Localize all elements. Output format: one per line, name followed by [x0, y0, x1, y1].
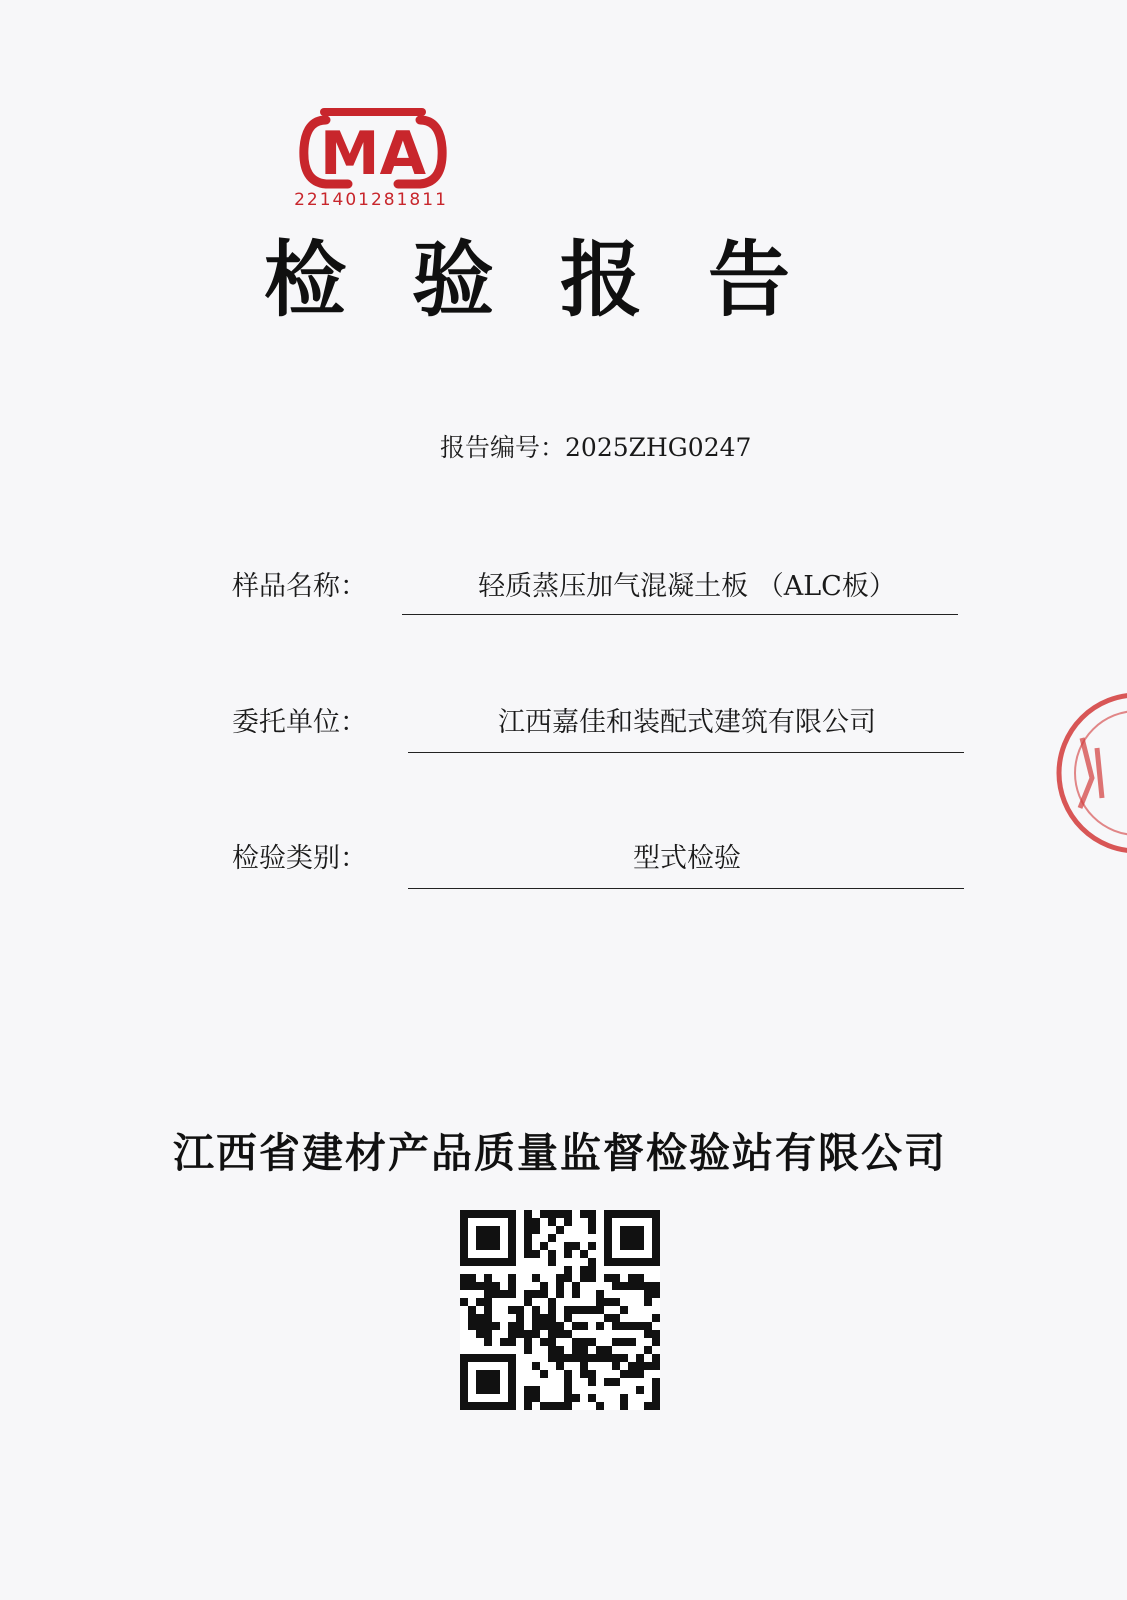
field-value: 型式检验: [633, 843, 741, 874]
report-number-value: 2025ZHG0247: [565, 433, 752, 462]
field-value: 轻质蒸压加气混凝土板 （ALC板）: [478, 571, 896, 602]
qr-code-icon: [460, 1210, 660, 1410]
red-seal-icon: [1052, 688, 1127, 858]
issuer-name: 江西省建材产品质量监督检验站有限公司: [173, 1129, 947, 1177]
report-number: [440, 428, 840, 464]
field-value: 江西嘉佳和装配式建筑有限公司: [498, 707, 876, 738]
underline: [402, 614, 958, 615]
field-sample-name: [232, 564, 972, 624]
field-label: 样品名称：: [232, 571, 367, 602]
underline: [408, 752, 964, 753]
cma-number: 221401281811: [294, 190, 448, 210]
field-inspection-type: [232, 836, 972, 896]
svg-text:MA: MA: [319, 119, 427, 189]
underline: [408, 888, 964, 889]
field-label: 委托单位：: [232, 707, 367, 738]
page-title: 检验报告: [263, 233, 856, 328]
report-number-label: 报告编号：: [440, 433, 566, 462]
field-label: 检验类别：: [232, 843, 367, 874]
field-client: [232, 700, 972, 760]
